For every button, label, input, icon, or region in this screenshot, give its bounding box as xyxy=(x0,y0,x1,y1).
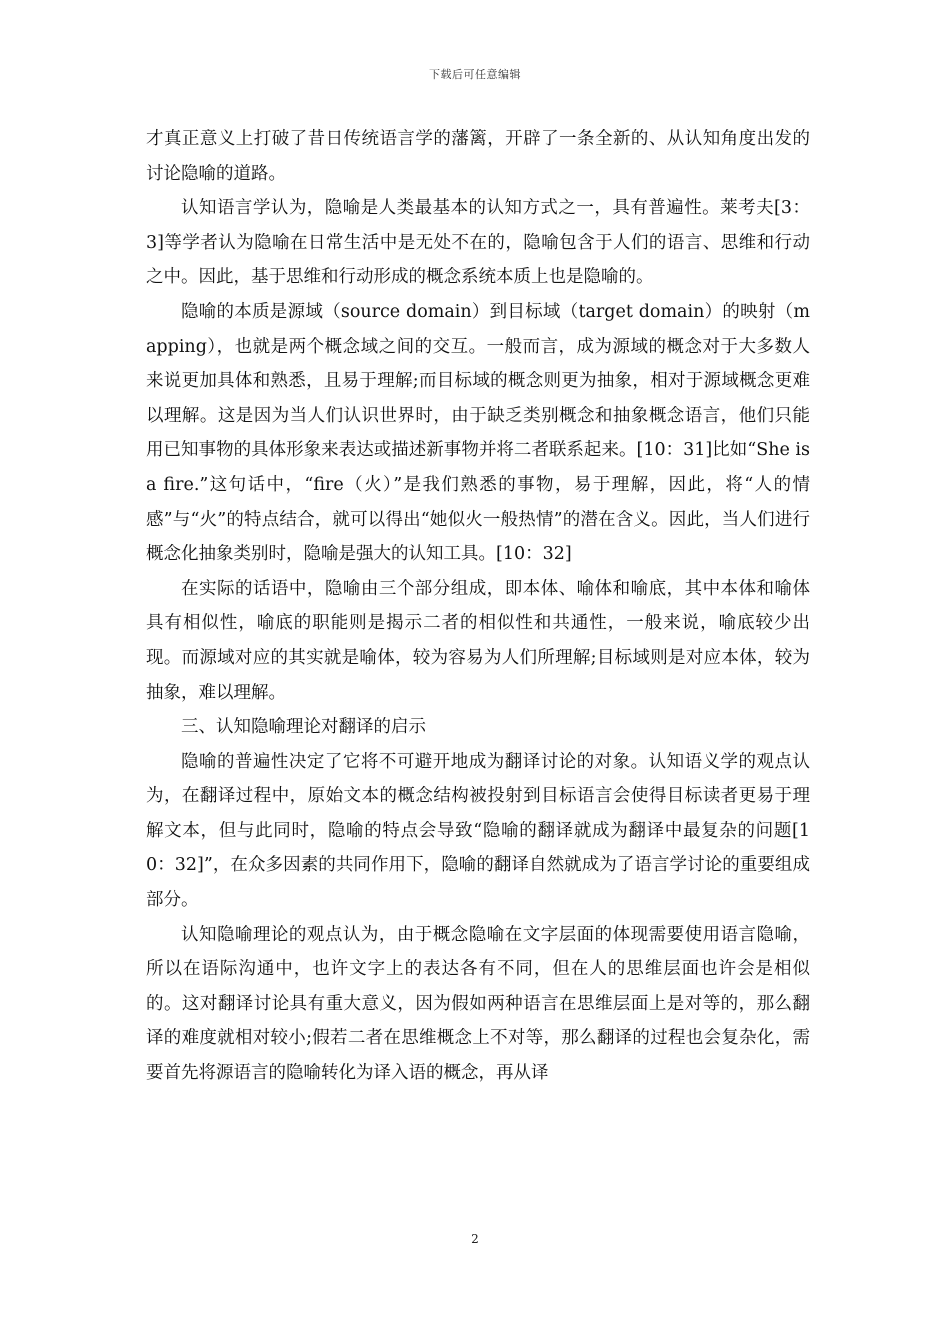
paragraph-metaphor-components: 在实际的话语中，隐喻由三个部分组成，即本体、喻体和喻底，其中本体和喻体具有相似性，喻底的职能则是揭示二者的相似性和共通性，一般来说，喻底较少出现。而源域对应的其实就是喻体，较为容易为人们所理解;目标域则是对应本体，较为抽象，难以理解。 xyxy=(146,578,810,703)
page-number: 2 xyxy=(471,1232,479,1246)
page-header: 下载后可任意编辑 xyxy=(429,68,521,81)
paragraph-metaphor-essence: 隐喻的本质是源域（source domain）到目标域（target domain）的映射（mapping），也就是两个概念域之间的交互。一般而言，成为源域的概念对于大多数人来说更加具体和熟悉，且易于理解;而目标域的概念则更为抽象，相对于源域概念更难以理解。这是因为当人们认识世界时，由于缺乏类别概念和抽象概念语言，他们只能用已知事物的具体形象来表达或描述新事物并将二者联系起来。[10：31]比如“She is a fire.”这句话中，“fire（火）”是我们熟悉的事物，易于理解，因此，将“人的情感”与“火”的特点结合，就可以得出“她似火一般热情”的潜在含义。因此，当人们进行概念化抽象类别时，隐喻是强大的认知工具。[10：32] xyxy=(146,301,810,565)
paragraph-cognitive-linguistics: 认知语言学认为，隐喻是人类最基本的认知方式之一，具有普遍性。莱考夫[3：3]等学者认为隐喻在日常生活中是无处不在的，隐喻包含于人们的语言、思维和行动之中。因此，基于思维和行动形成的概念系统本质上也是隐喻的。 xyxy=(146,198,810,288)
document-body xyxy=(146,122,810,1091)
paragraph-translation-object: 隐喻的普遍性决定了它将不可避开地成为翻译讨论的对象。认知语义学的观点认为，在翻译过程中，原始文本的概念结构被投射到目标语言会使得目标读者更易于理解文本，但与此同时，隐喻的特点会导致“隐喻的翻译就成为翻译中最复杂的问题[10：32]”，在众多因素的共同作用下，隐喻的翻译自然就成为了语言学讨论的重要组成部分。 xyxy=(146,751,810,911)
section-heading: 三、认知隐喻理论对翻译的启示 xyxy=(181,717,426,738)
paragraph-translation-theory: 认知隐喻理论的观点认为，由于概念隐喻在文字层面的体现需要使用语言隐喻，所以在语际沟通中，也许文字上的表达各有不同，但在人的思维层面也许会是相似的。这对翻译讨论具有重大意义，因为假如两种语言在思维层面上是对等的，那么翻译的难度就相对较小;假若二者在思维概念上不对等，那么翻译的过程也会复杂化，需要首先将源语言的隐喻转化为译入语的概念，再从译 xyxy=(146,924,810,1084)
paragraph-continuation: 才真正意义上打破了昔日传统语言学的藩篱，开辟了一条全新的、从认知角度出发的讨论隐喻的道路。 xyxy=(146,129,810,184)
